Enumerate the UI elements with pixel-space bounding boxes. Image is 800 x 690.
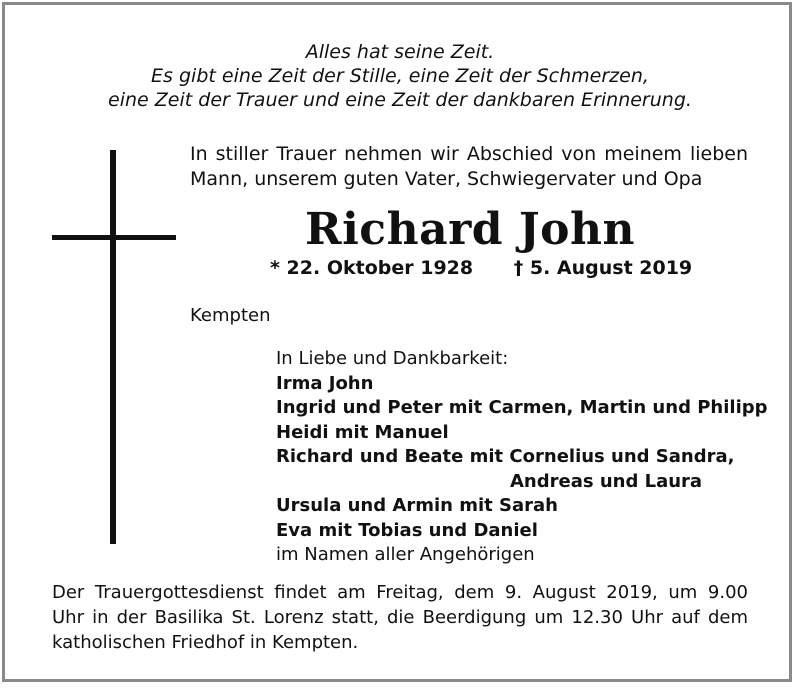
- service-line-1: Der Trauergottesdienst findet am Freitag, dem 9. August 2019, um 9.00: [52, 582, 748, 603]
- service-line-3: katholischen Friedhof in Kempten.: [52, 632, 359, 653]
- mourner-line: Ingrid und Peter mit Carmen, Martin und Philipp: [276, 397, 768, 418]
- deceased-name: Richard John: [305, 204, 635, 255]
- life-dates: [270, 256, 692, 280]
- mourners-list: [276, 347, 768, 568]
- death-date: † 5. August 2019: [513, 257, 693, 279]
- service-info: [52, 580, 748, 655]
- city: Kempten: [190, 305, 271, 326]
- intro-line-2: Mann, unserem guten Vater, Schwiegervater und Opa: [190, 168, 703, 190]
- mourner-line: Heidi mit Manuel: [276, 421, 449, 443]
- motto-line-2: Es gibt eine Zeit der Stille, eine Zeit der Schmerzen,: [151, 65, 649, 87]
- intro-line-1: In stiller Trauer nehmen wir Abschied von meinem lieben: [190, 143, 748, 165]
- motto-line-1: Alles hat seine Zeit.: [305, 41, 495, 63]
- mourner-line: Irma John: [276, 372, 374, 394]
- mourner-line: Richard und Beate mit Cornelius und Sandra,: [276, 446, 735, 467]
- intro-text: [190, 142, 748, 192]
- motto: [0, 40, 800, 112]
- service-line-2: Uhr in der Basilika St. Lorenz statt, die Beerdigung um 12.30 Uhr auf dem: [52, 607, 748, 628]
- mourner-line: Andreas und Laura: [510, 470, 703, 492]
- mourner-line: Ursula und Armin mit Sarah: [276, 495, 558, 516]
- birth-date: * 22. Oktober 1928: [270, 257, 474, 279]
- motto-line-3: eine Zeit der Trauer und eine Zeit der dankbaren Erinnerung.: [108, 89, 692, 111]
- mourners-lead: In Liebe und Dankbarkeit:: [276, 348, 509, 369]
- mourners-closing: im Namen aller Angehörigen: [276, 544, 535, 565]
- mourner-line: Eva mit Tobias und Daniel: [276, 519, 538, 541]
